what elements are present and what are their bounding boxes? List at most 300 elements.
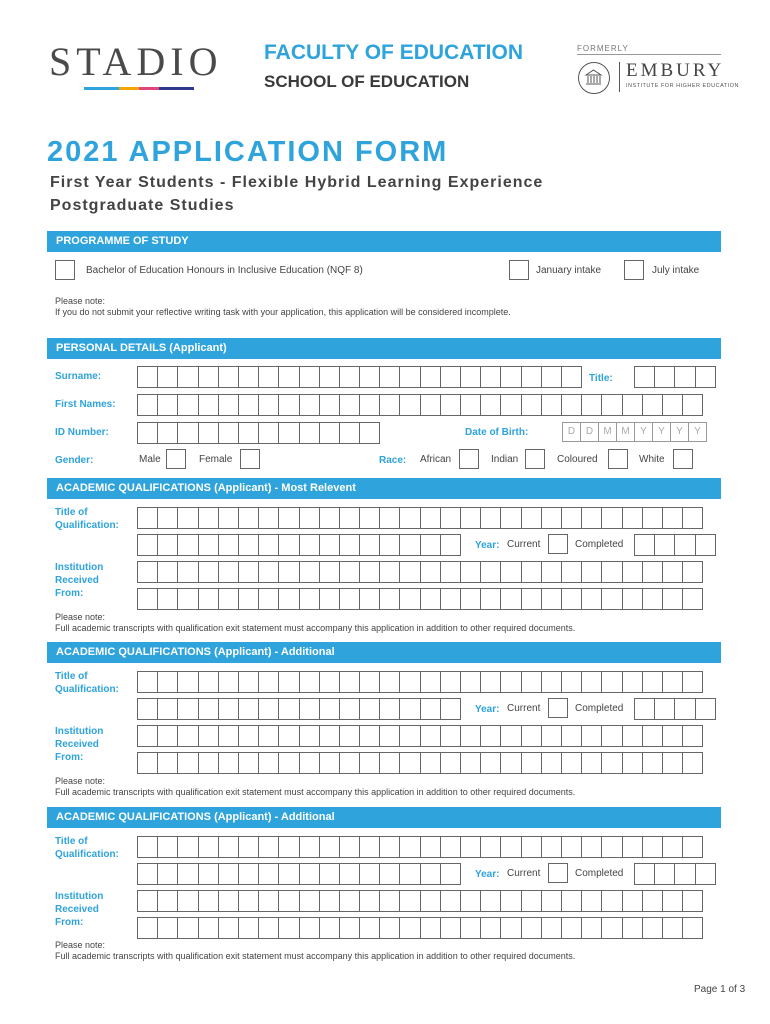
char-box[interactable] (663, 562, 683, 582)
char-box[interactable] (461, 508, 481, 528)
char-box[interactable] (219, 864, 239, 884)
institution-field-2[interactable] (137, 917, 703, 939)
char-box[interactable] (582, 589, 602, 609)
char-box[interactable] (300, 535, 320, 555)
char-box[interactable] (683, 395, 703, 415)
char-box[interactable] (623, 562, 643, 582)
char-box[interactable] (178, 726, 198, 746)
char-box[interactable] (158, 699, 178, 719)
char-box[interactable] (683, 672, 703, 692)
char-box[interactable] (481, 891, 501, 911)
char-box[interactable] (300, 837, 320, 857)
char-box[interactable] (522, 672, 542, 692)
current-checkbox[interactable] (548, 863, 568, 883)
char-box[interactable] (400, 508, 420, 528)
dob-char-box[interactable]: Y (671, 423, 689, 441)
char-box[interactable] (320, 726, 340, 746)
char-box[interactable] (602, 589, 622, 609)
char-box[interactable] (522, 367, 542, 387)
char-box[interactable] (279, 726, 299, 746)
char-box[interactable] (138, 699, 158, 719)
char-box[interactable] (279, 562, 299, 582)
char-box[interactable] (380, 589, 400, 609)
char-box[interactable] (259, 726, 279, 746)
char-box[interactable] (259, 589, 279, 609)
char-box[interactable] (199, 672, 219, 692)
char-box[interactable] (219, 918, 239, 938)
char-box[interactable] (360, 535, 380, 555)
char-box[interactable] (461, 837, 481, 857)
male-checkbox[interactable] (166, 449, 186, 469)
char-box[interactable] (582, 837, 602, 857)
char-box[interactable] (441, 562, 461, 582)
african-checkbox[interactable] (459, 449, 479, 469)
char-box[interactable] (259, 753, 279, 773)
char-box[interactable] (501, 726, 521, 746)
char-box[interactable] (340, 367, 360, 387)
char-box[interactable] (158, 891, 178, 911)
char-box[interactable] (138, 891, 158, 911)
char-box[interactable] (158, 726, 178, 746)
char-box[interactable] (340, 726, 360, 746)
char-box[interactable] (683, 726, 703, 746)
char-box[interactable] (239, 837, 259, 857)
dob-char-box[interactable]: D (563, 423, 581, 441)
char-box[interactable] (300, 589, 320, 609)
char-box[interactable] (320, 367, 340, 387)
char-box[interactable] (421, 753, 441, 773)
char-box[interactable] (259, 918, 279, 938)
char-box[interactable] (582, 672, 602, 692)
char-box[interactable] (178, 589, 198, 609)
char-box[interactable] (441, 837, 461, 857)
char-box[interactable] (582, 753, 602, 773)
dob-char-box[interactable]: Y (653, 423, 671, 441)
char-box[interactable] (461, 672, 481, 692)
char-box[interactable] (663, 395, 683, 415)
char-box[interactable] (178, 367, 198, 387)
char-box[interactable] (441, 367, 461, 387)
char-box[interactable] (158, 753, 178, 773)
char-box[interactable] (663, 589, 683, 609)
char-box[interactable] (635, 864, 655, 884)
char-box[interactable] (340, 395, 360, 415)
char-box[interactable] (219, 508, 239, 528)
char-box[interactable] (683, 508, 703, 528)
char-box[interactable] (683, 562, 703, 582)
char-box[interactable] (522, 508, 542, 528)
char-box[interactable] (481, 508, 501, 528)
char-box[interactable] (138, 562, 158, 582)
char-box[interactable] (501, 367, 521, 387)
char-box[interactable] (360, 423, 380, 443)
char-box[interactable] (199, 395, 219, 415)
char-box[interactable] (663, 726, 683, 746)
char-box[interactable] (481, 395, 501, 415)
char-box[interactable] (481, 672, 501, 692)
char-box[interactable] (158, 918, 178, 938)
char-box[interactable] (542, 753, 562, 773)
char-box[interactable] (279, 837, 299, 857)
char-box[interactable] (199, 367, 219, 387)
char-box[interactable] (400, 891, 420, 911)
char-box[interactable] (178, 535, 198, 555)
char-box[interactable] (158, 562, 178, 582)
coloured-checkbox[interactable] (608, 449, 628, 469)
char-box[interactable] (380, 918, 400, 938)
char-box[interactable] (481, 589, 501, 609)
char-box[interactable] (501, 589, 521, 609)
char-box[interactable] (400, 753, 420, 773)
surname-field[interactable] (137, 366, 582, 388)
char-box[interactable] (421, 891, 441, 911)
char-box[interactable] (199, 918, 219, 938)
char-box[interactable] (219, 699, 239, 719)
char-box[interactable] (441, 395, 461, 415)
char-box[interactable] (219, 562, 239, 582)
char-box[interactable] (421, 395, 441, 415)
title-field[interactable] (634, 366, 716, 388)
char-box[interactable] (360, 699, 380, 719)
char-box[interactable] (259, 699, 279, 719)
char-box[interactable] (542, 672, 562, 692)
char-box[interactable] (441, 699, 461, 719)
char-box[interactable] (400, 918, 420, 938)
char-box[interactable] (643, 589, 663, 609)
char-box[interactable] (340, 589, 360, 609)
char-box[interactable] (239, 589, 259, 609)
char-box[interactable] (461, 891, 481, 911)
char-box[interactable] (441, 535, 461, 555)
char-box[interactable] (158, 864, 178, 884)
char-box[interactable] (643, 918, 663, 938)
char-box[interactable] (663, 891, 683, 911)
char-box[interactable] (178, 891, 198, 911)
char-box[interactable] (421, 837, 441, 857)
char-box[interactable] (675, 699, 695, 719)
char-box[interactable] (380, 562, 400, 582)
char-box[interactable] (623, 589, 643, 609)
char-box[interactable] (655, 535, 675, 555)
char-box[interactable] (421, 535, 441, 555)
char-box[interactable] (481, 837, 501, 857)
char-box[interactable] (300, 423, 320, 443)
course-checkbox[interactable] (55, 260, 75, 280)
char-box[interactable] (219, 753, 239, 773)
char-box[interactable] (239, 508, 259, 528)
char-box[interactable] (421, 864, 441, 884)
char-box[interactable] (675, 535, 695, 555)
char-box[interactable] (300, 753, 320, 773)
char-box[interactable] (501, 918, 521, 938)
char-box[interactable] (239, 395, 259, 415)
char-box[interactable] (696, 699, 716, 719)
char-box[interactable] (300, 918, 320, 938)
char-box[interactable] (360, 367, 380, 387)
char-box[interactable] (380, 837, 400, 857)
char-box[interactable] (360, 891, 380, 911)
char-box[interactable] (461, 589, 481, 609)
char-box[interactable] (461, 395, 481, 415)
char-box[interactable] (340, 562, 360, 582)
char-box[interactable] (400, 367, 420, 387)
char-box[interactable] (602, 395, 622, 415)
qualification-field[interactable] (137, 671, 703, 693)
char-box[interactable] (320, 918, 340, 938)
char-box[interactable] (239, 699, 259, 719)
char-box[interactable] (320, 837, 340, 857)
char-box[interactable] (138, 726, 158, 746)
char-box[interactable] (542, 395, 562, 415)
char-box[interactable] (441, 726, 461, 746)
char-box[interactable] (461, 562, 481, 582)
char-box[interactable] (219, 535, 239, 555)
char-box[interactable] (663, 508, 683, 528)
char-box[interactable] (320, 562, 340, 582)
char-box[interactable] (219, 395, 239, 415)
char-box[interactable] (360, 726, 380, 746)
char-box[interactable] (279, 753, 299, 773)
char-box[interactable] (380, 864, 400, 884)
char-box[interactable] (340, 699, 360, 719)
char-box[interactable] (643, 562, 663, 582)
char-box[interactable] (400, 535, 420, 555)
char-box[interactable] (178, 395, 198, 415)
char-box[interactable] (199, 864, 219, 884)
char-box[interactable] (259, 395, 279, 415)
char-box[interactable] (542, 726, 562, 746)
char-box[interactable] (623, 672, 643, 692)
char-box[interactable] (501, 508, 521, 528)
char-box[interactable] (300, 864, 320, 884)
char-box[interactable] (380, 726, 400, 746)
char-box[interactable] (199, 423, 219, 443)
char-box[interactable] (602, 726, 622, 746)
char-box[interactable] (259, 535, 279, 555)
char-box[interactable] (683, 589, 703, 609)
char-box[interactable] (340, 918, 360, 938)
char-box[interactable] (320, 423, 340, 443)
char-box[interactable] (320, 699, 340, 719)
char-box[interactable] (441, 589, 461, 609)
char-box[interactable] (522, 918, 542, 938)
dob-char-box[interactable]: M (599, 423, 617, 441)
char-box[interactable] (158, 535, 178, 555)
char-box[interactable] (178, 508, 198, 528)
first-names-field[interactable] (137, 394, 703, 416)
char-box[interactable] (643, 726, 663, 746)
char-box[interactable] (421, 918, 441, 938)
char-box[interactable] (138, 672, 158, 692)
char-box[interactable] (683, 837, 703, 857)
char-box[interactable] (138, 918, 158, 938)
char-box[interactable] (461, 918, 481, 938)
char-box[interactable] (239, 367, 259, 387)
char-box[interactable] (400, 672, 420, 692)
char-box[interactable] (178, 753, 198, 773)
char-box[interactable] (602, 672, 622, 692)
char-box[interactable] (421, 726, 441, 746)
char-box[interactable] (421, 699, 441, 719)
year-field[interactable] (634, 698, 716, 720)
char-box[interactable] (340, 535, 360, 555)
year-field[interactable] (634, 534, 716, 556)
char-box[interactable] (696, 535, 716, 555)
char-box[interactable] (259, 508, 279, 528)
char-box[interactable] (623, 837, 643, 857)
char-box[interactable] (279, 508, 299, 528)
char-box[interactable] (643, 891, 663, 911)
char-box[interactable] (562, 589, 582, 609)
char-box[interactable] (178, 423, 198, 443)
char-box[interactable] (623, 891, 643, 911)
char-box[interactable] (635, 367, 655, 387)
char-box[interactable] (259, 891, 279, 911)
char-box[interactable] (400, 726, 420, 746)
char-box[interactable] (380, 753, 400, 773)
char-box[interactable] (320, 891, 340, 911)
char-box[interactable] (138, 864, 158, 884)
dob-field[interactable] (562, 422, 707, 442)
char-box[interactable] (138, 395, 158, 415)
january-checkbox[interactable] (509, 260, 529, 280)
char-box[interactable] (623, 726, 643, 746)
char-box[interactable] (421, 562, 441, 582)
char-box[interactable] (421, 589, 441, 609)
char-box[interactable] (602, 562, 622, 582)
char-box[interactable] (199, 837, 219, 857)
char-box[interactable] (320, 535, 340, 555)
char-box[interactable] (360, 562, 380, 582)
char-box[interactable] (259, 367, 279, 387)
dob-char-box[interactable]: Y (635, 423, 653, 441)
indian-checkbox[interactable] (525, 449, 545, 469)
char-box[interactable] (300, 672, 320, 692)
char-box[interactable] (158, 508, 178, 528)
char-box[interactable] (562, 726, 582, 746)
char-box[interactable] (360, 395, 380, 415)
char-box[interactable] (602, 837, 622, 857)
qualification-field[interactable] (137, 507, 703, 529)
char-box[interactable] (602, 891, 622, 911)
char-box[interactable] (501, 837, 521, 857)
char-box[interactable] (542, 837, 562, 857)
char-box[interactable] (380, 672, 400, 692)
char-box[interactable] (279, 891, 299, 911)
char-box[interactable] (360, 672, 380, 692)
char-box[interactable] (522, 726, 542, 746)
july-checkbox[interactable] (624, 260, 644, 280)
char-box[interactable] (239, 753, 259, 773)
char-box[interactable] (219, 367, 239, 387)
char-box[interactable] (501, 672, 521, 692)
char-box[interactable] (400, 589, 420, 609)
char-box[interactable] (522, 395, 542, 415)
char-box[interactable] (481, 726, 501, 746)
char-box[interactable] (340, 672, 360, 692)
char-box[interactable] (380, 395, 400, 415)
char-box[interactable] (582, 562, 602, 582)
char-box[interactable] (340, 423, 360, 443)
qualification-field-2[interactable] (137, 534, 461, 556)
char-box[interactable] (178, 918, 198, 938)
char-box[interactable] (300, 891, 320, 911)
char-box[interactable] (158, 367, 178, 387)
institution-field[interactable] (137, 890, 703, 912)
dob-char-box[interactable]: M (617, 423, 635, 441)
char-box[interactable] (501, 891, 521, 911)
char-box[interactable] (279, 395, 299, 415)
char-box[interactable] (623, 395, 643, 415)
char-box[interactable] (199, 508, 219, 528)
char-box[interactable] (683, 918, 703, 938)
char-box[interactable] (441, 753, 461, 773)
female-checkbox[interactable] (240, 449, 260, 469)
char-box[interactable] (340, 753, 360, 773)
char-box[interactable] (501, 562, 521, 582)
char-box[interactable] (239, 918, 259, 938)
char-box[interactable] (219, 423, 239, 443)
white-checkbox[interactable] (673, 449, 693, 469)
char-box[interactable] (360, 864, 380, 884)
char-box[interactable] (340, 837, 360, 857)
char-box[interactable] (400, 864, 420, 884)
char-box[interactable] (138, 423, 158, 443)
char-box[interactable] (461, 726, 481, 746)
char-box[interactable] (582, 891, 602, 911)
char-box[interactable] (675, 864, 695, 884)
char-box[interactable] (400, 562, 420, 582)
char-box[interactable] (522, 562, 542, 582)
char-box[interactable] (219, 589, 239, 609)
char-box[interactable] (582, 395, 602, 415)
char-box[interactable] (582, 918, 602, 938)
char-box[interactable] (542, 589, 562, 609)
char-box[interactable] (623, 508, 643, 528)
char-box[interactable] (300, 726, 320, 746)
char-box[interactable] (562, 672, 582, 692)
id-number-field[interactable] (137, 422, 380, 444)
char-box[interactable] (138, 535, 158, 555)
char-box[interactable] (542, 508, 562, 528)
char-box[interactable] (481, 367, 501, 387)
char-box[interactable] (602, 753, 622, 773)
char-box[interactable] (400, 395, 420, 415)
current-checkbox[interactable] (548, 534, 568, 554)
char-box[interactable] (239, 535, 259, 555)
char-box[interactable] (643, 837, 663, 857)
current-checkbox[interactable] (548, 698, 568, 718)
char-box[interactable] (239, 891, 259, 911)
char-box[interactable] (562, 918, 582, 938)
char-box[interactable] (562, 837, 582, 857)
char-box[interactable] (655, 699, 675, 719)
char-box[interactable] (655, 864, 675, 884)
char-box[interactable] (400, 699, 420, 719)
char-box[interactable] (562, 753, 582, 773)
char-box[interactable] (400, 837, 420, 857)
char-box[interactable] (643, 395, 663, 415)
char-box[interactable] (441, 864, 461, 884)
char-box[interactable] (259, 423, 279, 443)
char-box[interactable] (441, 508, 461, 528)
char-box[interactable] (643, 753, 663, 773)
char-box[interactable] (138, 367, 158, 387)
char-box[interactable] (259, 562, 279, 582)
dob-char-box[interactable]: D (581, 423, 599, 441)
char-box[interactable] (178, 837, 198, 857)
institution-field-2[interactable] (137, 752, 703, 774)
